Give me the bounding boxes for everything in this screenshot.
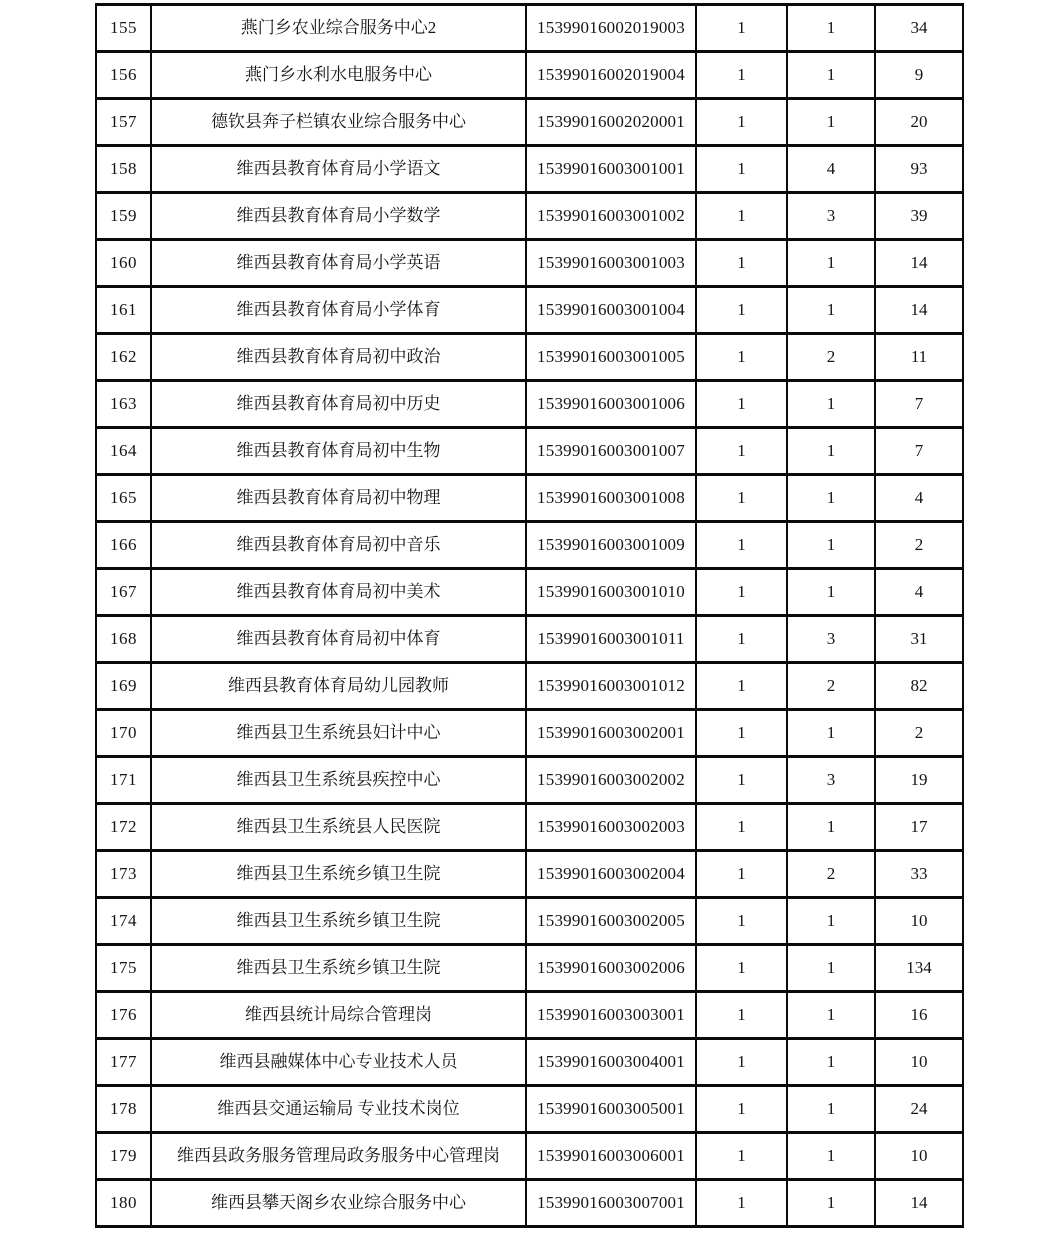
table-cell: 1 [696, 287, 787, 334]
table-cell: 维西县卫生系统县妇计中心 [151, 710, 526, 757]
table-cell: 16 [875, 992, 963, 1039]
table-cell: 德钦县奔子栏镇农业综合服务中心 [151, 99, 526, 146]
table-cell: 15399016002020001 [526, 99, 696, 146]
table-cell: 15399016003001002 [526, 193, 696, 240]
table-row [96, 193, 963, 240]
table-cell: 燕门乡农业综合服务中心2 [151, 5, 526, 52]
table-cell: 1 [787, 287, 875, 334]
table-cell: 165 [96, 475, 151, 522]
table-cell: 1 [696, 616, 787, 663]
table-cell: 24 [875, 1086, 963, 1133]
table-row [96, 1180, 963, 1227]
table-cell: 15399016003002004 [526, 851, 696, 898]
table-cell: 172 [96, 804, 151, 851]
table-cell: 164 [96, 428, 151, 475]
table-cell: 19 [875, 757, 963, 804]
table-cell: 177 [96, 1039, 151, 1086]
table-cell: 维西县教育体育局初中体育 [151, 616, 526, 663]
table-cell: 3 [787, 193, 875, 240]
table-cell: 维西县卫生系统县疾控中心 [151, 757, 526, 804]
table-row [96, 428, 963, 475]
table-cell: 15399016003001010 [526, 569, 696, 616]
table-cell: 171 [96, 757, 151, 804]
table-cell: 10 [875, 1039, 963, 1086]
table-cell: 7 [875, 428, 963, 475]
table-cell: 162 [96, 334, 151, 381]
table-cell: 1 [787, 569, 875, 616]
table-cell: 维西县教育体育局初中政治 [151, 334, 526, 381]
table-cell: 1 [787, 240, 875, 287]
table-cell: 1 [696, 475, 787, 522]
table-cell: 维西县统计局综合管理岗 [151, 992, 526, 1039]
table-cell: 15399016003006001 [526, 1133, 696, 1180]
table-cell: 15399016003001009 [526, 522, 696, 569]
table-cell: 166 [96, 522, 151, 569]
table-cell: 15399016002019003 [526, 5, 696, 52]
table-cell: 176 [96, 992, 151, 1039]
table-cell: 9 [875, 52, 963, 99]
table-cell: 1 [787, 52, 875, 99]
table-cell: 4 [787, 146, 875, 193]
table-cell: 1 [696, 193, 787, 240]
table-cell: 169 [96, 663, 151, 710]
table-row [96, 757, 963, 804]
table-cell: 1 [787, 522, 875, 569]
table-cell: 15399016003007001 [526, 1180, 696, 1227]
table-row [96, 1133, 963, 1180]
table-cell: 17 [875, 804, 963, 851]
table-cell: 1 [787, 475, 875, 522]
table-cell: 15399016003001001 [526, 146, 696, 193]
table-cell: 174 [96, 898, 151, 945]
table-cell: 维西县融媒体中心专业技术人员 [151, 1039, 526, 1086]
table-cell: 156 [96, 52, 151, 99]
table-cell: 15399016003002002 [526, 757, 696, 804]
table-cell: 1 [787, 992, 875, 1039]
table-cell: 维西县卫生系统县人民医院 [151, 804, 526, 851]
table-row [96, 52, 963, 99]
table-cell: 1 [787, 1133, 875, 1180]
table-cell: 161 [96, 287, 151, 334]
table-cell: 1 [787, 1039, 875, 1086]
table-cell: 15399016003005001 [526, 1086, 696, 1133]
table-cell: 维西县教育体育局初中美术 [151, 569, 526, 616]
table-cell: 维西县教育体育局幼儿园教师 [151, 663, 526, 710]
table-cell: 1 [696, 52, 787, 99]
table-cell: 34 [875, 5, 963, 52]
table-cell: 134 [875, 945, 963, 992]
table-row [96, 240, 963, 287]
table-cell: 93 [875, 146, 963, 193]
table-cell: 4 [875, 569, 963, 616]
table-cell: 159 [96, 193, 151, 240]
table-row [96, 5, 963, 52]
table-cell: 15399016003001012 [526, 663, 696, 710]
table-cell: 1 [696, 569, 787, 616]
table-cell: 1 [787, 428, 875, 475]
table-cell: 39 [875, 193, 963, 240]
table-cell: 维西县交通运输局 专业技术岗位 [151, 1086, 526, 1133]
table-cell: 31 [875, 616, 963, 663]
table-cell: 维西县教育体育局小学体育 [151, 287, 526, 334]
table-cell: 1 [696, 945, 787, 992]
table-row [96, 851, 963, 898]
table-row [96, 334, 963, 381]
table-row [96, 522, 963, 569]
table-cell: 15399016003004001 [526, 1039, 696, 1086]
table-cell: 179 [96, 1133, 151, 1180]
table-row [96, 663, 963, 710]
table-cell: 15399016003003001 [526, 992, 696, 1039]
table-row [96, 898, 963, 945]
table-cell: 维西县卫生系统乡镇卫生院 [151, 898, 526, 945]
table-row [96, 710, 963, 757]
table-cell: 1 [696, 5, 787, 52]
table-cell: 1 [787, 1086, 875, 1133]
table-cell: 1 [696, 146, 787, 193]
table-cell: 2 [875, 710, 963, 757]
table-row [96, 99, 963, 146]
table-cell: 维西县政务服务管理局政务服务中心管理岗 [151, 1133, 526, 1180]
table-cell: 2 [787, 663, 875, 710]
table-cell: 15399016003002001 [526, 710, 696, 757]
table-cell: 1 [696, 99, 787, 146]
table-cell: 维西县卫生系统乡镇卫生院 [151, 945, 526, 992]
table-cell: 1 [696, 522, 787, 569]
table-cell: 1 [696, 898, 787, 945]
table-cell: 10 [875, 1133, 963, 1180]
table-cell: 3 [787, 616, 875, 663]
table-cell: 14 [875, 287, 963, 334]
table-cell: 1 [696, 851, 787, 898]
table-cell: 15399016003001005 [526, 334, 696, 381]
table-body [96, 5, 963, 1227]
table-cell: 维西县教育体育局初中生物 [151, 428, 526, 475]
table-cell: 1 [787, 898, 875, 945]
table-cell: 维西县教育体育局小学数学 [151, 193, 526, 240]
table-cell: 158 [96, 146, 151, 193]
table-cell: 1 [696, 663, 787, 710]
table-cell: 维西县攀天阁乡农业综合服务中心 [151, 1180, 526, 1227]
table-cell: 14 [875, 240, 963, 287]
table-cell: 15399016003002003 [526, 804, 696, 851]
table-cell: 15399016003001011 [526, 616, 696, 663]
table-cell: 155 [96, 5, 151, 52]
table-cell: 1 [787, 99, 875, 146]
table-cell: 1 [696, 334, 787, 381]
table-cell: 1 [696, 1039, 787, 1086]
table-row [96, 804, 963, 851]
table-cell: 1 [696, 1180, 787, 1227]
table-cell: 160 [96, 240, 151, 287]
positions-table [95, 3, 964, 1228]
table-row [96, 1086, 963, 1133]
table-cell: 180 [96, 1180, 151, 1227]
table-cell: 1 [696, 710, 787, 757]
table-row [96, 569, 963, 616]
table-cell: 170 [96, 710, 151, 757]
table-cell: 维西县教育体育局初中物理 [151, 475, 526, 522]
table-cell: 4 [875, 475, 963, 522]
document-page [95, 3, 964, 1228]
table-cell: 1 [787, 710, 875, 757]
table-cell: 168 [96, 616, 151, 663]
table-cell: 2 [787, 851, 875, 898]
table-cell: 15399016003001007 [526, 428, 696, 475]
table-row [96, 616, 963, 663]
table-cell: 维西县教育体育局初中音乐 [151, 522, 526, 569]
table-cell: 1 [787, 381, 875, 428]
table-cell: 1 [696, 240, 787, 287]
table-cell: 1 [696, 757, 787, 804]
table-cell: 163 [96, 381, 151, 428]
table-cell: 10 [875, 898, 963, 945]
table-cell: 燕门乡水利水电服务中心 [151, 52, 526, 99]
table-row [96, 945, 963, 992]
table-cell: 1 [696, 381, 787, 428]
table-row [96, 287, 963, 334]
table-cell: 175 [96, 945, 151, 992]
table-cell: 1 [787, 945, 875, 992]
table-row [96, 1039, 963, 1086]
table-cell: 178 [96, 1086, 151, 1133]
table-cell: 15399016003002006 [526, 945, 696, 992]
table-row [96, 992, 963, 1039]
table-cell: 15399016002019004 [526, 52, 696, 99]
table-cell: 维西县教育体育局初中历史 [151, 381, 526, 428]
table-cell: 15399016003001003 [526, 240, 696, 287]
table-cell: 157 [96, 99, 151, 146]
table-cell: 15399016003001004 [526, 287, 696, 334]
table-row [96, 475, 963, 522]
table-cell: 1 [696, 1086, 787, 1133]
table-cell: 2 [875, 522, 963, 569]
table-cell: 11 [875, 334, 963, 381]
table-cell: 1 [787, 804, 875, 851]
table-cell: 2 [787, 334, 875, 381]
table-cell: 167 [96, 569, 151, 616]
table-cell: 维西县卫生系统乡镇卫生院 [151, 851, 526, 898]
table-cell: 15399016003001008 [526, 475, 696, 522]
table-cell: 7 [875, 381, 963, 428]
table-cell: 20 [875, 99, 963, 146]
table-cell: 维西县教育体育局小学英语 [151, 240, 526, 287]
table-cell: 173 [96, 851, 151, 898]
table-row [96, 146, 963, 193]
table-cell: 15399016003001006 [526, 381, 696, 428]
table-row [96, 381, 963, 428]
table-cell: 1 [787, 5, 875, 52]
table-cell: 1 [696, 1133, 787, 1180]
table-cell: 3 [787, 757, 875, 804]
table-cell: 14 [875, 1180, 963, 1227]
table-cell: 1 [696, 428, 787, 475]
table-cell: 1 [787, 1180, 875, 1227]
table-cell: 维西县教育体育局小学语文 [151, 146, 526, 193]
table-cell: 33 [875, 851, 963, 898]
table-cell: 82 [875, 663, 963, 710]
table-cell: 15399016003002005 [526, 898, 696, 945]
table-cell: 1 [696, 992, 787, 1039]
table-cell: 1 [696, 804, 787, 851]
